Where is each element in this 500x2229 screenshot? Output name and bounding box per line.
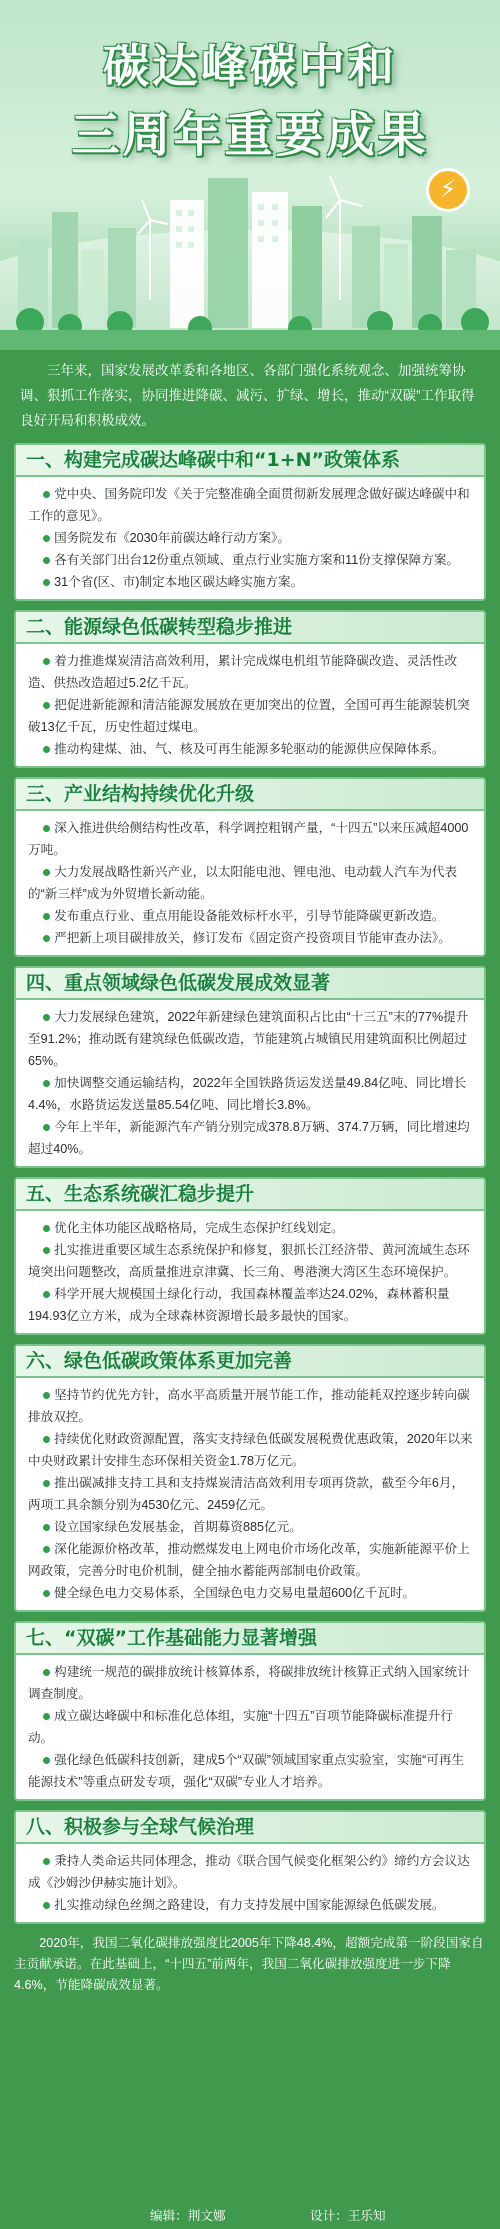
bullet-icon <box>43 1590 50 1597</box>
designer-credit: 设计：王乐知 <box>310 2209 386 2223</box>
section-body <box>16 477 484 599</box>
list-item-text: 科学开展大规模国土绿化行动，我国森林覆盖率达24.02%，森林蓄积量194.93亿立方米，成为全球森林资源增长最多最快的国家。 <box>28 1287 450 1323</box>
list-item <box>28 527 474 549</box>
list-item <box>28 1006 474 1072</box>
bullet-icon <box>43 1524 50 1531</box>
list-item <box>28 1850 474 1894</box>
list-item <box>28 1582 474 1604</box>
title-line-1: 碳达峰碳中和 <box>103 39 397 93</box>
section-title: 二、能源绿色低碳转型稳步推进 <box>16 612 484 644</box>
list-item <box>28 905 474 927</box>
list-item-text: 推出碳减排支持工具和支持煤炭清洁高效利用专项再贷款，截至今年6月，两项工具余额分别为4530亿元、2459亿元。 <box>28 1476 465 1512</box>
list-item <box>28 1116 474 1160</box>
list-item-text: 国务院发布《2030年前碳达峰行动方案》。 <box>54 531 290 545</box>
section-card <box>14 777 486 957</box>
bullet-icon <box>43 1014 50 1021</box>
bullet-icon <box>43 1080 50 1087</box>
sections-container <box>0 443 500 1924</box>
bullet-icon <box>43 935 50 942</box>
section-title: 三、产业结构持续优化升级 <box>16 779 484 811</box>
list-item-text: 着力推進煤炭清洁高效利用，累计完成煤电机组节能降碳改造、灵活性改造、供热改造超过5.2亿千瓦。 <box>28 654 458 690</box>
section-body <box>16 1844 484 1922</box>
bullet-icon <box>43 869 50 876</box>
section-card <box>14 443 486 601</box>
list-item-text: 党中央、国务院印发《关于完整准确全面贯彻新发展理念做好碳达峰碳中和工作的意见》。 <box>28 487 470 523</box>
list-item-text: 各有关部门出台12份重点领域、重点行业实施方案和11份支撑保障方案。 <box>54 553 460 567</box>
list-item <box>28 1072 474 1116</box>
section-body <box>16 1000 484 1166</box>
section-title: 四、重点领域绿色低碳发展成效显著 <box>16 968 484 1000</box>
list-item <box>28 817 474 861</box>
list-item-text: 秉持人类命运共同体理念，推动《联合国气候变化框架公约》缔约方会议达成《沙姆沙伊赫实施计划》。 <box>28 1854 470 1890</box>
bullet-icon <box>43 1225 50 1232</box>
section-body <box>16 644 484 766</box>
section-title: 一、构建完成碳达峰碳中和“1+N”政策体系 <box>16 445 484 477</box>
list-item-text: 今年上半年，新能源汽车产销分别完成378.8万辆、374.7万辆，同比增速均超过40%。 <box>28 1120 470 1156</box>
list-item-text: 深入推进供给侧结构性改革，科学调控粗钢产量，“十四五”以来压减超4000万吨。 <box>28 821 469 857</box>
list-item <box>28 1239 474 1283</box>
list-item-text: 大力发展绿色建筑，2022年新建绿色建筑面积占比由“十三五”末的77%提升至91.2%；推动既有建筑绿色低碳改造，节能建筑占城镇民用建筑面积比例超过65%。 <box>28 1010 469 1068</box>
section-body <box>16 1211 484 1333</box>
list-item <box>28 1705 474 1749</box>
list-item-text: 健全绿色电力交易体系，全国绿色电力交易电量超600亿千瓦时。 <box>54 1586 416 1600</box>
list-item-text: 推动构建煤、油、气、核及可再生能源多轮驱动的能源供应保障体系。 <box>54 742 445 756</box>
list-item-text: 大力发展战略性新兴产业，以太阳能电池、锂电池、电动载人汽车为代表的“新三样”成为外贸增长新动能。 <box>28 865 458 901</box>
list-item <box>28 1283 474 1327</box>
bullet-icon <box>43 1392 50 1399</box>
section-card <box>14 610 486 768</box>
list-item <box>28 1428 474 1472</box>
list-item-text: 严把新上项目碳排放关，修订发布《固定资产投资项目节能审查办法》。 <box>54 931 451 945</box>
bullet-icon <box>43 1669 50 1676</box>
bullet-icon <box>43 1480 50 1487</box>
list-item <box>28 1217 474 1239</box>
section-body <box>16 1378 484 1610</box>
list-item-text: 持续优化财政资源配置，落实支持绿色低碳发展税费优惠政策，2020年以来中央财政累计安排生态环保相关资金1.78万亿元。 <box>28 1432 473 1468</box>
list-item-text: 31个省(区、市)制定本地区碳达峰实施方案。 <box>54 575 304 589</box>
lightning-bolt-icon: ⚡ <box>426 168 470 212</box>
bullet-icon <box>43 1546 50 1553</box>
section-card <box>14 1344 486 1612</box>
list-item-text: 深化能源价格改革，推动燃煤发电上网电价市场化改革，实施新能源平价上网政策，完善分时电价机制，健全抽水蓄能两部制电价政策。 <box>28 1542 470 1578</box>
section-title: 六、绿色低碳政策体系更加完善 <box>16 1346 484 1378</box>
list-item <box>28 1472 474 1516</box>
list-item <box>28 1661 474 1705</box>
bullet-icon <box>43 746 50 753</box>
list-item-text: 扎实推进重要区域生态系统保护和修复，狠抓长江经济带、黄河流域生态环境突出问题整改，高质量推进京津冀、长三角、粤港澳大湾区生态环境保护。 <box>28 1243 470 1279</box>
section-card <box>14 1621 486 1801</box>
section-card <box>14 1810 486 1924</box>
list-item <box>28 1894 474 1916</box>
list-item-text: 加快调整交通运输结构，2022年全国铁路货运发送量49.84亿吨、同比增长4.4%，水路货运发送量85.54亿吨、同比增长3.8%。 <box>28 1076 467 1112</box>
list-item <box>28 738 474 760</box>
list-item <box>28 549 474 571</box>
section-title: 七、“双碳”工作基础能力显著增强 <box>16 1623 484 1655</box>
section-title: 八、积极参与全球气候治理 <box>16 1812 484 1844</box>
hero-banner <box>0 0 500 350</box>
list-item-text: 扎实推动绿色丝绸之路建设，有力支持发展中国家能源绿色低碳发展。 <box>54 1898 445 1912</box>
list-item <box>28 1749 474 1793</box>
list-item <box>28 927 474 949</box>
bullet-icon <box>43 579 50 586</box>
bullet-icon <box>43 1247 50 1254</box>
section-title: 五、生态系统碳汇稳步提升 <box>16 1179 484 1211</box>
intro-paragraph: 三年来，国家发展改革委和各地区、各部门强化系统观念、加强统筹协调、狠抓工作落实，协同推进降碳、减污、扩绿、增长，推动“双碳”工作取得良好开局和积极成效。 <box>20 363 475 428</box>
bullet-icon <box>43 1757 50 1764</box>
list-item-text: 成立碳达峰碳中和标准化总体组，实施“十四五”百项节能降碳标准提升行动。 <box>28 1709 453 1745</box>
list-item <box>28 1516 474 1538</box>
title-line-2: 三周年重要成果 <box>71 107 429 163</box>
list-item-text: 把促进新能源和清洁能源发展放在更加突出的位置，全国可再生能源装机突破13亿千瓦，历史性超过煤电。 <box>28 698 470 734</box>
section-body <box>16 811 484 955</box>
bullet-icon <box>43 1858 50 1865</box>
bullet-icon <box>43 702 50 709</box>
list-item <box>28 694 474 738</box>
section-body <box>16 1655 484 1799</box>
list-item <box>28 861 474 905</box>
bullet-icon <box>43 1902 50 1909</box>
list-item <box>28 571 474 593</box>
bullet-icon <box>43 1713 50 1720</box>
section-card <box>14 1177 486 1335</box>
bullet-icon <box>43 1291 50 1298</box>
bullet-icon <box>43 1436 50 1443</box>
list-item-text: 强化绿色低碳科技创新，建成5个“双碳”领域国家重点实验室，实施“可再生能源技术”等重点研发专项，强化“双碳”专业人才培养。 <box>28 1753 465 1789</box>
list-item-text: 发布重点行业、重点用能设备能效标杆水平，引导节能降碳更新改造。 <box>54 909 445 923</box>
list-item <box>28 650 474 694</box>
list-item <box>28 483 474 527</box>
list-item-text: 优化主体功能区战略格局，完成生态保护红线划定。 <box>54 1221 344 1235</box>
list-item-text: 构建统一规范的碳排放统计核算体系，将碳排放统计核算正式纳入国家统计调查制度。 <box>28 1665 470 1701</box>
credits <box>0 2205 500 2227</box>
bullet-icon <box>43 658 50 665</box>
list-item-text: 坚持节约优先方针，高水平高质量开展节能工作，推动能耗双控逐步转向碳排放双控。 <box>28 1388 470 1424</box>
bullet-icon <box>43 557 50 564</box>
editor-credit: 编辑：荆文娜 <box>150 2209 226 2223</box>
bullet-icon <box>43 1124 50 1131</box>
list-item <box>28 1384 474 1428</box>
bullet-icon <box>43 535 50 542</box>
list-item <box>28 1538 474 1582</box>
list-item-text: 设立国家绿色发展基金，首期募资885亿元。 <box>54 1520 302 1534</box>
summary-paragraph: 2020年，我国二氧化碳排放强度比2005年下降48.4%，超额完成第一阶段国家自主贡献承诺。在此基础上，“十四五”前两年，我国二氧化碳排放强度进一步下降4.6%，节能降碳成效显著。 <box>14 1936 484 1992</box>
section-card <box>14 966 486 1168</box>
bullet-icon <box>43 491 50 498</box>
bullet-icon <box>43 825 50 832</box>
bullet-icon <box>43 913 50 920</box>
